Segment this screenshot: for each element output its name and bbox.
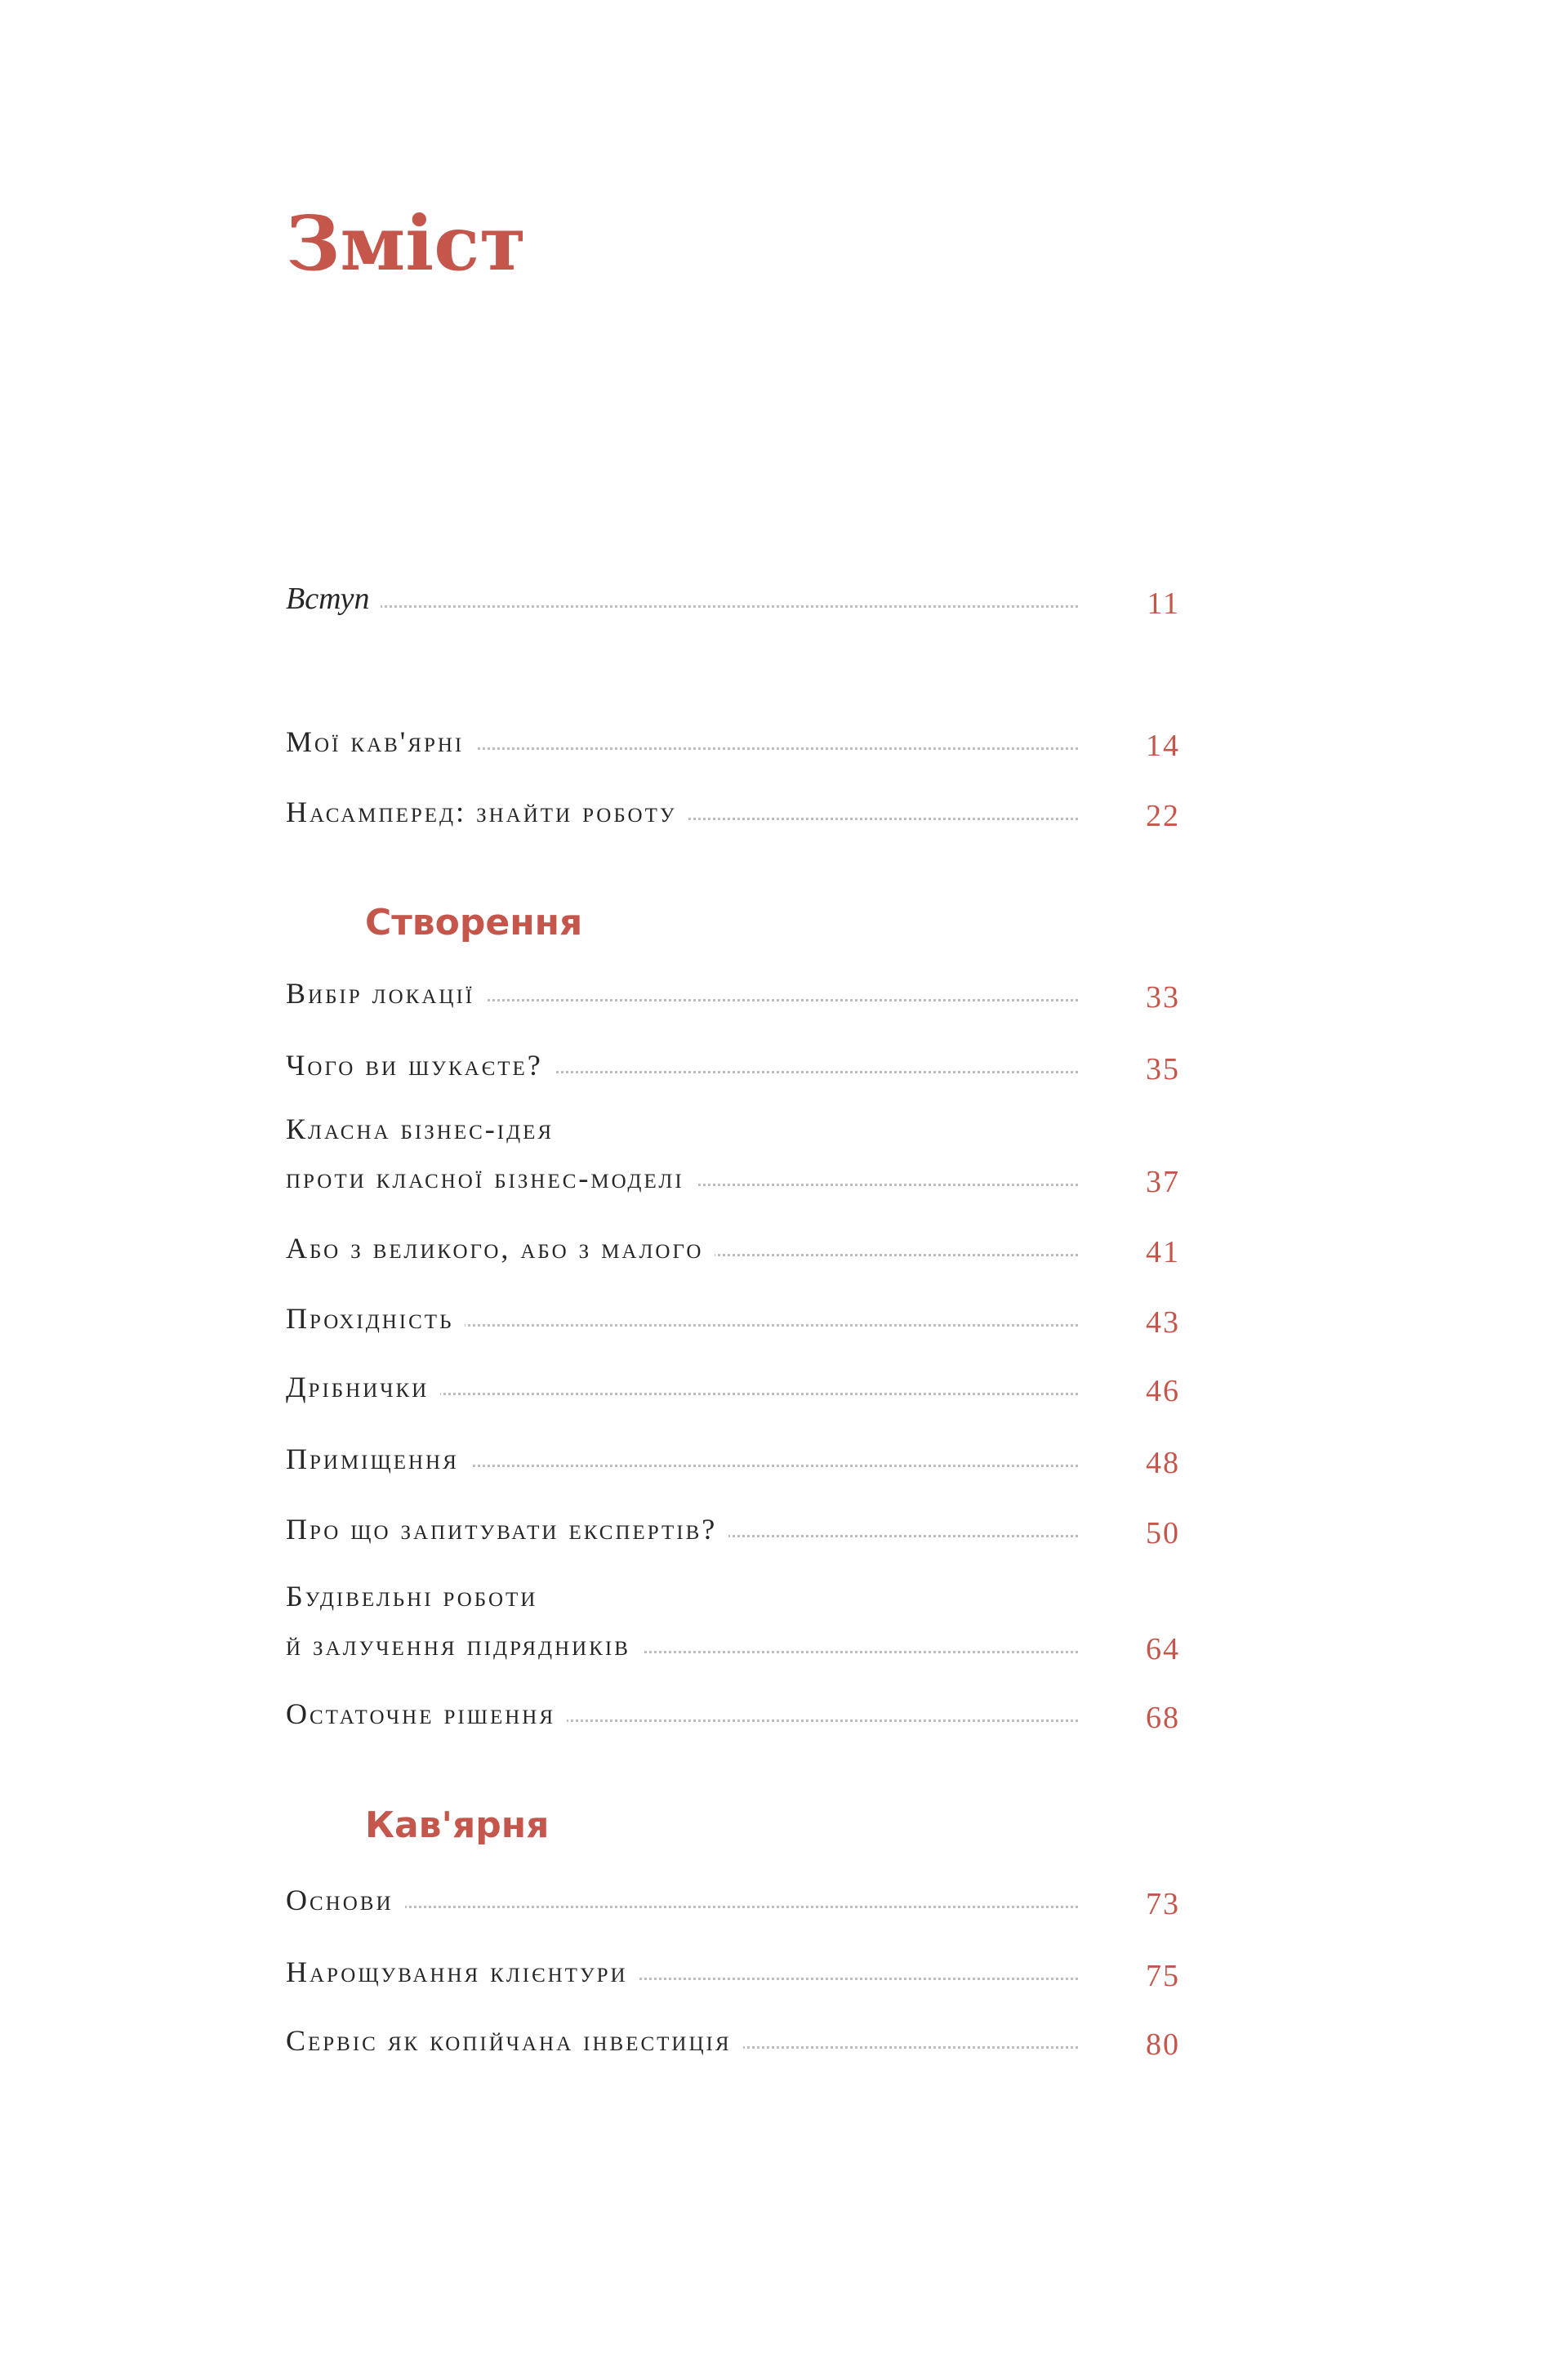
entry-title: Чого ви шукаєте?	[286, 1050, 555, 1080]
toc-entry[interactable]	[286, 1575, 1180, 1666]
entry-page: 11	[1147, 587, 1180, 621]
dot-leader	[286, 605, 1078, 608]
entry-page: 48	[1146, 1446, 1180, 1480]
toc-entry[interactable]	[286, 2013, 1180, 2062]
entry-page: 22	[1146, 799, 1180, 833]
entry-title: Приміщення	[286, 1444, 470, 1474]
entry-page: 80	[1146, 2027, 1180, 2062]
toc-entry[interactable]	[286, 1108, 1180, 1199]
section-heading: Створення	[365, 902, 583, 943]
entry-page: 46	[1146, 1374, 1180, 1408]
entry-title: Насамперед: знайти роботу	[286, 797, 688, 827]
entry-page: 64	[1146, 1632, 1180, 1666]
entry-page: 37	[1146, 1165, 1180, 1199]
entry-title-line: Класна бізнес-ідея	[286, 1114, 565, 1144]
entry-page: 43	[1146, 1305, 1180, 1340]
entry-page: 14	[1146, 729, 1180, 763]
entry-page: 73	[1146, 1887, 1180, 1921]
entry-title: Нарощування клієнтури	[286, 1957, 639, 1987]
entry-title-line: Будівельні роботи	[286, 1581, 549, 1611]
toc-entry[interactable]	[286, 966, 1180, 1015]
entry-title: Або з великого, або з малого	[286, 1233, 715, 1263]
entry-title: Дрібнички	[286, 1372, 440, 1402]
entry-title: Про що запитувати експертів?	[286, 1514, 728, 1544]
toc-entry[interactable]	[286, 1359, 1180, 1408]
toc-entry[interactable]	[286, 784, 1180, 833]
toc-entry[interactable]	[286, 1220, 1180, 1269]
toc-entry[interactable]	[286, 1037, 1180, 1086]
page-title: Зміст	[286, 199, 527, 288]
entry-title: Вибір локації	[286, 979, 486, 1008]
toc-entry-intro[interactable]	[286, 572, 1180, 621]
entry-title: Остаточне рішення	[286, 1699, 567, 1728]
entry-title: Прохідність	[286, 1304, 465, 1333]
entry-title: Сервіс як копійчана інвестиція	[286, 2026, 743, 2055]
entry-page: 50	[1146, 1516, 1180, 1550]
toc-entry[interactable]	[286, 1686, 1180, 1735]
toc-entry[interactable]	[286, 1501, 1180, 1550]
entry-page: 33	[1146, 980, 1180, 1015]
toc-entry[interactable]	[286, 1944, 1180, 1993]
entry-title: проти класної бізнес-моделі	[286, 1163, 696, 1193]
toc-entry[interactable]	[286, 1291, 1180, 1340]
toc-entry[interactable]	[286, 1872, 1180, 1921]
entry-title: й залучення підрядників	[286, 1630, 642, 1660]
entry-title: Основи	[286, 1885, 405, 1915]
toc-entry[interactable]	[286, 714, 1180, 763]
entry-page: 75	[1146, 1959, 1180, 1993]
section-heading: Кав'ярня	[365, 1804, 550, 1846]
entry-title: Вступ	[286, 583, 381, 614]
toc-entry[interactable]	[286, 1431, 1180, 1480]
entry-page: 68	[1146, 1701, 1180, 1735]
entry-page: 41	[1146, 1235, 1180, 1269]
entry-page: 35	[1146, 1052, 1180, 1086]
entry-title: Мої кав'ярні	[286, 727, 475, 756]
